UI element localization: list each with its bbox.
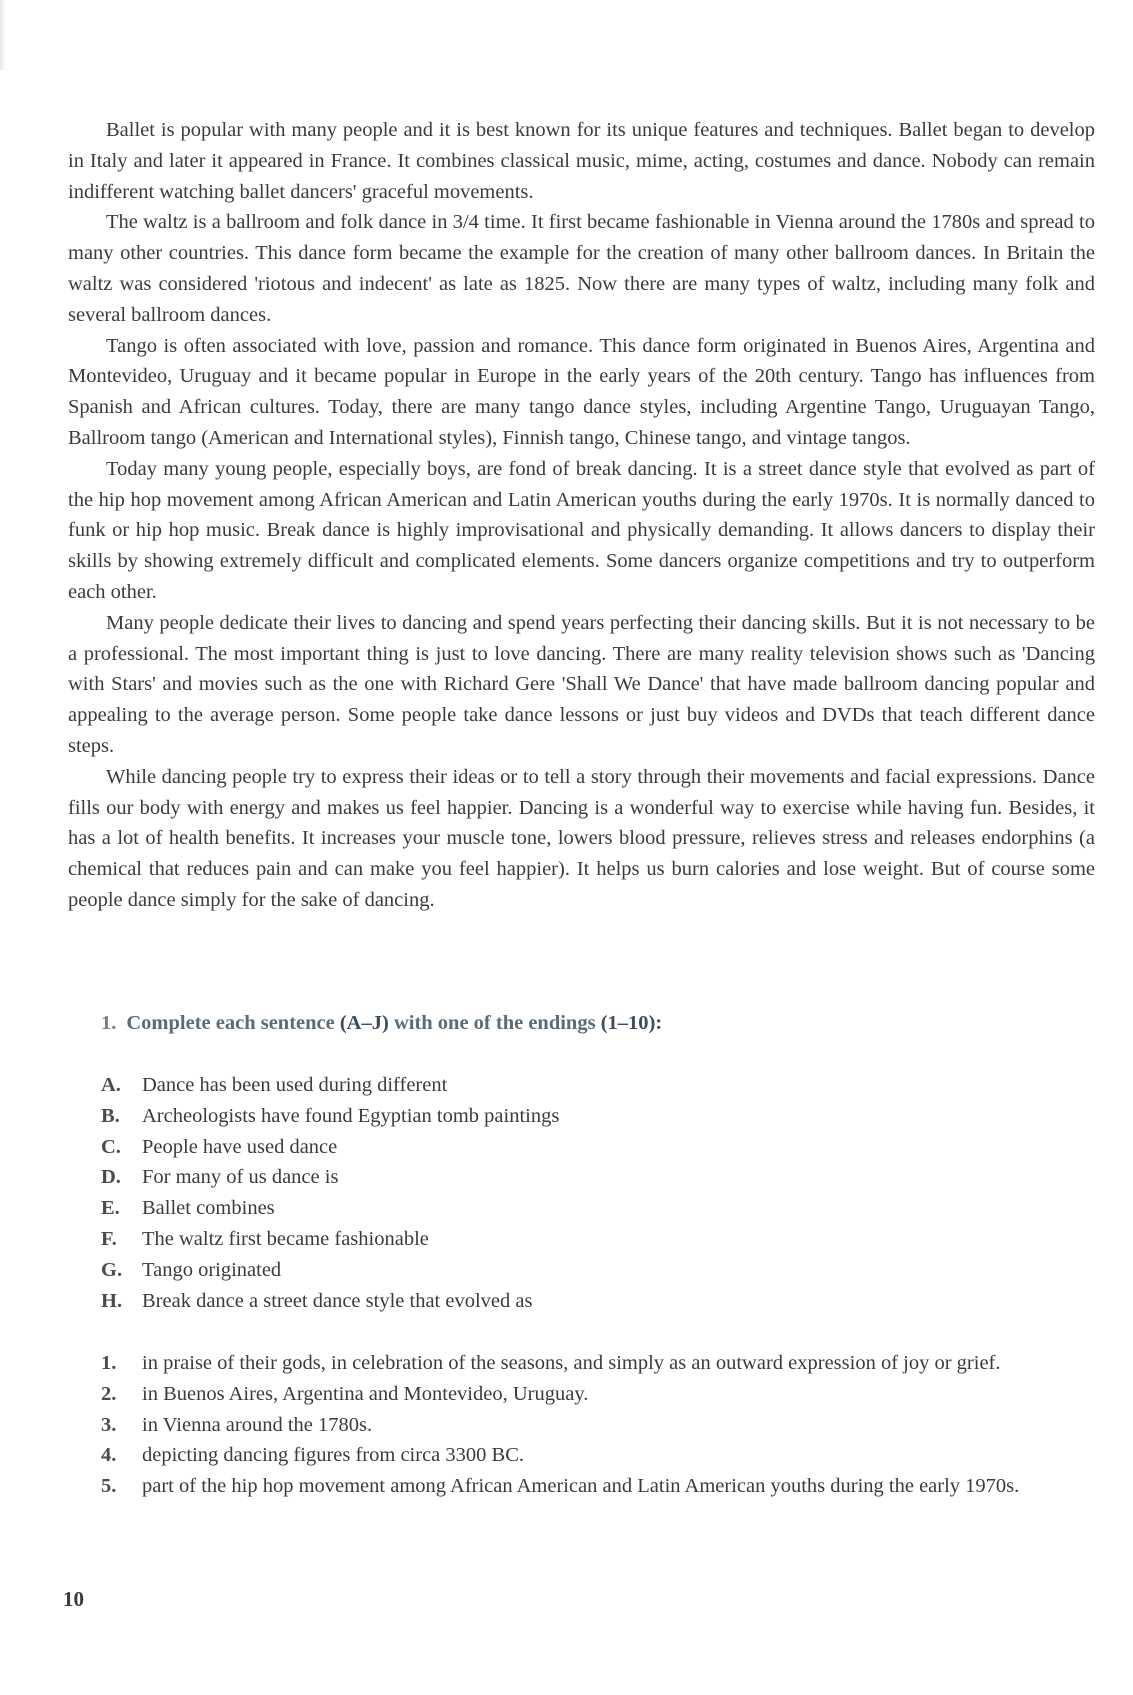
item-text: depicting dancing figures from circa 3300 BC. [142, 1444, 524, 1467]
task-instruction-part1: Complete each sentence [126, 1012, 340, 1034]
task-heading [101, 1008, 1001, 1038]
item-letter: A. [101, 1074, 121, 1096]
item-number: 3. [101, 1413, 117, 1436]
reading-text [68, 115, 1095, 916]
list-item [101, 1379, 1095, 1410]
list-item [101, 1101, 1001, 1132]
list-item [101, 1471, 1095, 1502]
item-letter: H. [101, 1289, 123, 1312]
list-item [101, 1255, 1001, 1286]
item-text: People have used dance [142, 1135, 338, 1158]
item-text: in praise of their gods, in celebration of the seasons, and simply as an outward expression of joy or grief. [142, 1352, 1001, 1374]
list-item [101, 1224, 1001, 1255]
item-letter: D. [101, 1166, 121, 1189]
task-ref-numbers: (1–10): [600, 1012, 663, 1034]
endings-list [101, 1348, 1095, 1502]
item-text: Break dance a street dance style that evolved as [142, 1289, 533, 1312]
item-text: in Vienna around the 1780s. [142, 1413, 373, 1436]
task-number: 1. [101, 1012, 117, 1034]
list-item [101, 1286, 1001, 1317]
item-number: 1. [101, 1352, 117, 1374]
item-text: Ballet combines [142, 1197, 275, 1220]
list-item [101, 1070, 1001, 1101]
item-text: The waltz first became fashionable [142, 1227, 429, 1250]
task-instruction-part2: with one of the endings [388, 1012, 601, 1034]
item-text: part of the hip hop movement among African American and Latin American youths during the early 1970s. [142, 1475, 1020, 1498]
list-item [101, 1440, 1095, 1471]
item-number: 2. [101, 1382, 117, 1405]
list-item [101, 1193, 1001, 1224]
paragraph-ballet: Ballet is popular with many people and it is best known for its unique features and techniques. Ballet began to develop in Italy and later it appeared in France. It combines classical music, mime, acting, costumes and dance. Nobody can remain indifferent watching ballet dancers' graceful movements. [68, 119, 1095, 203]
list-item [101, 1348, 1095, 1379]
item-text: Dance has been used during different [142, 1074, 448, 1096]
paragraph-break-dance: Today many young people, especially boys, are fond of break dancing. It is a street dance style that evolved as part of the hip hop movement among African American and Latin American youths during the early 1970s. It is normally danced to funk or hip hop music. Break dance is highly improvisational and physically demanding. It allows dancers to display their skills by showing extremely difficult and complicated elements. Some dancers organize competitions and try to outperform each other. [68, 457, 1095, 603]
paragraph-waltz: The waltz is a ballroom and folk dance in 3/4 time. It first became fashionable in Vienna around the 1780s and spread to many other countries. This dance form became the example for the creation of many other ballroom dances. In Britain the waltz was considered 'riotous and indecent' as late as 1825. Now there are many types of waltz, including many folk and several ballroom dances. [68, 211, 1095, 326]
item-letter: C. [101, 1135, 121, 1158]
task-ref-letters: (A–J) [339, 1012, 389, 1034]
item-letter: G. [101, 1258, 123, 1281]
item-text: Tango originated [142, 1258, 282, 1281]
item-letter: F. [101, 1227, 117, 1250]
sentence-starts-list [101, 1070, 1001, 1316]
item-text: in Buenos Aires, Argentina and Montevideo, Uruguay. [142, 1382, 589, 1405]
page-edge-shadow [0, 0, 6, 70]
list-item [101, 1132, 1001, 1163]
paragraph-benefits: While dancing people try to express their ideas or to tell a story through their movements and facial expressions. Dance fills our body with energy and makes us feel happier. Dancing is a wonderful way to exercise while having fun. Besides, it has a lot of health benefits. It increases your muscle tone, lowers blood pressure, relieves stress and releases endorphins (a chemical that reduces pain and can make you feel happier). It helps us burn calories and lose weight. But of course some people dance simply for the sake of dancing. [68, 765, 1095, 911]
item-text: For many of us dance is [142, 1166, 339, 1189]
item-number: 4. [101, 1444, 117, 1467]
page-number: 10 [63, 1587, 84, 1611]
item-text: Archeologists have found Egyptian tomb paintings [142, 1104, 560, 1127]
paragraph-dedication: Many people dedicate their lives to dancing and spend years perfecting their dancing skills. But it is not necessary to be a professional. The most important thing is just to love dancing. There are many reality television shows such as 'Dancing with Stars' and movies such as the one with Richard Gere 'Shall We Dance' that have made ballroom dancing popular and appealing to the average person. Some people take dance lessons or just buy videos and DVDs that teach different dance steps. [68, 611, 1095, 757]
item-letter: B. [101, 1104, 120, 1127]
list-item [101, 1410, 1095, 1441]
list-item [101, 1162, 1001, 1193]
item-number: 5. [101, 1475, 117, 1498]
paragraph-tango: Tango is often associated with love, passion and romance. This dance form originated in Buenos Aires, Argentina and Montevideo, Uruguay and it became popular in Europe in the early years of the 20th century. Tango has influences from Spanish and African cultures. Today, there are many tango dance styles, including Argentine Tango, Uruguayan Tango, Ballroom tango (American and International styles), Finnish tango, Chinese tango, and vintage tangos. [68, 334, 1095, 449]
item-letter: E. [101, 1197, 120, 1220]
